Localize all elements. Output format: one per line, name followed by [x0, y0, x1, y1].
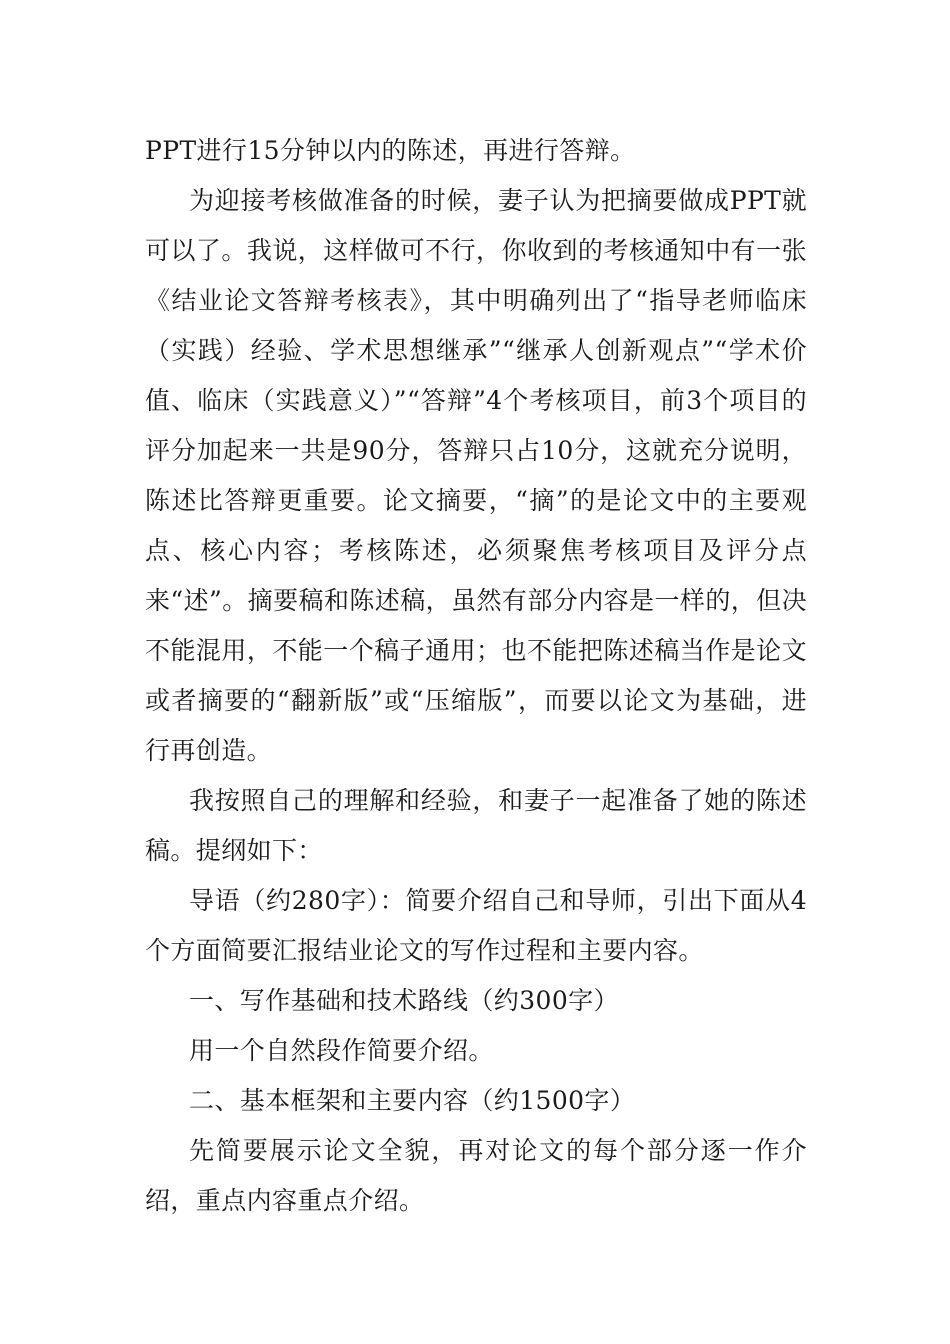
section-heading-2: 二、基本框架和主要内容（约1500字）	[189, 1086, 636, 1115]
paragraph-2: 为迎接考核做准备的时候，妻子认为把摘要做成PPT就可以了。我说，这样做可不行，你收到的考核通知中有一张《结业论文答辩考核表》，其中明确列出了“指导老师临床（实践）经验、学术思想继承”“继承人创新观点”“学术价值、临床（实践意义）”“答辩”4个考核项目，前3个项目的评分加起来一共是90分，答辩只占10分，这就充分说明，陈述比答辩更重要。论文摘要，“摘”的是论文中的主要观点、核心内容；考核陈述，必须聚焦考核项目及评分点来“述”。摘要稿和陈述稿，虽然有部分内容是一样的，但决不能混用，不能一个稿子通用；也不能把陈述稿当作是论文或者摘要的“翻新版”或“压缩版”，而要以论文为基础，进行再创造。	[145, 186, 807, 765]
paragraph-4: 导语（约280字）：简要介绍自己和导师，引出下面从4个方面简要汇报结业论文的写作过程和主要内容。	[145, 886, 807, 965]
paragraph-3: 我按照自己的理解和经验，和妻子一起准备了她的陈述稿。提纲如下：	[145, 786, 807, 865]
body-text	[145, 126, 807, 1226]
paragraph-5: 用一个自然段作简要介绍。	[189, 1036, 494, 1065]
paragraph-1: PPT进行15分钟以内的陈述，再进行答辩。	[145, 136, 636, 165]
paragraph-6: 先简要展示论文全貌，再对论文的每个部分逐一作介绍，重点内容重点介绍。	[145, 1136, 807, 1215]
section-heading-1: 一、写作基础和技术路线（约300字）	[189, 986, 619, 1015]
